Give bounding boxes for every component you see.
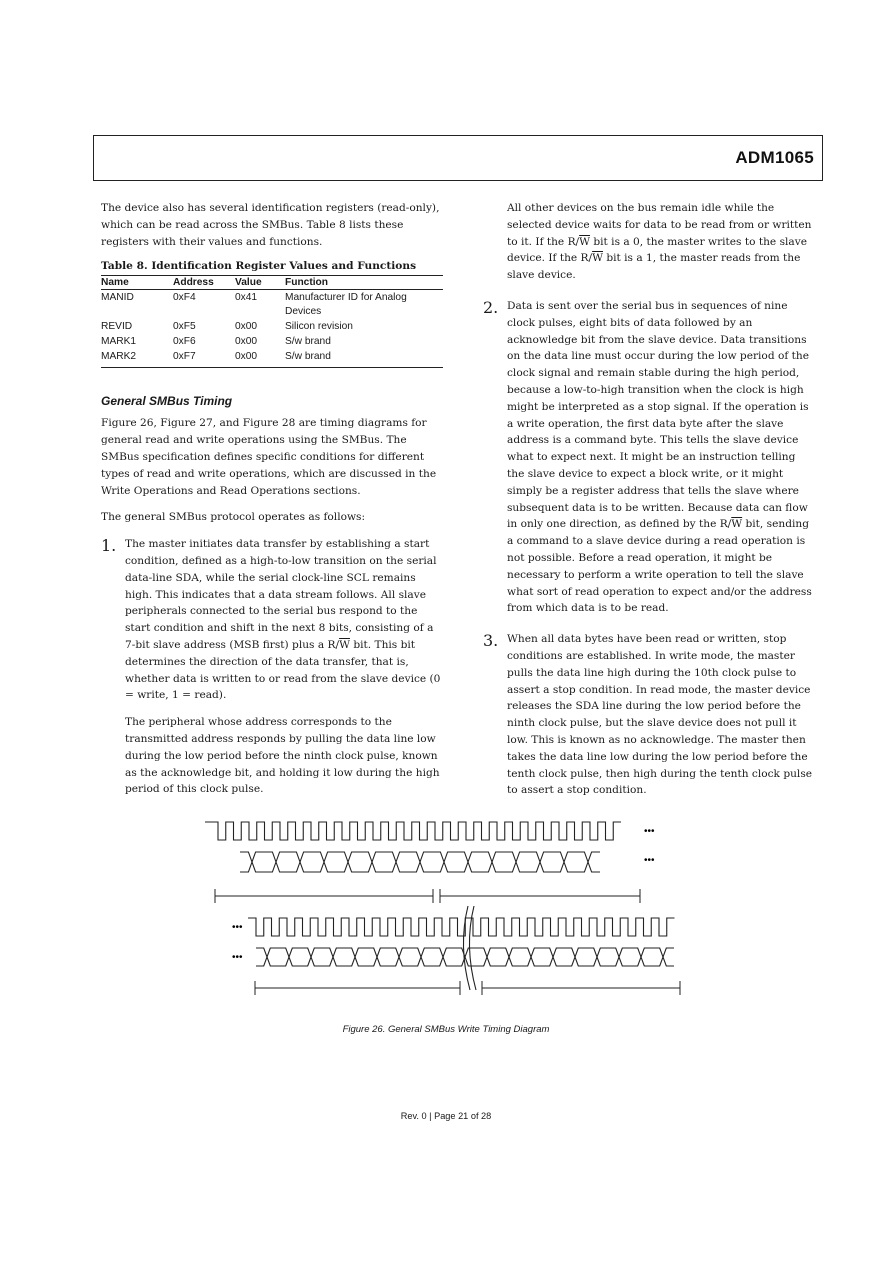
figure-caption: Figure 26. General SMBus Write Timing Diagram xyxy=(342,1024,550,1035)
list-item-text xyxy=(507,298,815,617)
table-cell: MARK1 xyxy=(101,336,137,348)
table-cell: 0xF4 xyxy=(173,292,196,304)
table-header-row xyxy=(101,276,443,290)
write-bar: $\overline{W}$ xyxy=(579,235,591,248)
list-number: 1. xyxy=(101,536,117,556)
continuation-text xyxy=(507,200,815,284)
text-span: bit is a 1, the master reads from the slave device. xyxy=(507,252,801,282)
list-continuation xyxy=(483,200,815,284)
right-column xyxy=(483,200,815,799)
table-row xyxy=(101,319,443,334)
timing-diagram xyxy=(200,818,700,1018)
write-bar: $\overline{W}$ xyxy=(339,638,350,651)
column-header: Name xyxy=(101,276,173,290)
list-item xyxy=(483,298,815,617)
table-row xyxy=(101,334,443,349)
table-cell: Manufacturer ID for Analog Devices xyxy=(285,292,407,318)
table-cell: 0xF5 xyxy=(173,321,196,333)
text-span: Data is sent over the serial bus in sequences of nine clock pulses, eight bits of data followed by an acknowledge bit from the slave device. Data transitions on the data line must occur during the low period of the clock signal and remain stable during the high period, because a low-to-high transition when the clock is high might be interpreted as a stop signal. If the operation is a write operation, the first data byte after the slave address is a command byte. This tells the slave device what to expect next. It might be an instruction telling the slave device to expect a block write, or it might simply be a register address that tells the slave where subsequent data is to be written. Because data can flow in only one direction, as defined by the R/ xyxy=(507,299,809,531)
write-bar: $\overline{W}$ xyxy=(592,252,603,265)
scl-wave xyxy=(248,918,675,936)
table-cell: MANID xyxy=(101,292,134,304)
table-cell: 0x41 xyxy=(235,292,258,304)
sda-waveform-top xyxy=(240,852,600,872)
scl-wave xyxy=(205,822,621,840)
column-header: Value xyxy=(235,276,285,290)
section-heading: General SMBus Timing xyxy=(101,394,233,409)
page-footer: Rev. 0 | Page 21 of 28 xyxy=(400,1111,492,1121)
table-cell: 0xF6 xyxy=(173,336,196,348)
table-cell: REVID xyxy=(101,321,133,333)
continuation-dots: ••• xyxy=(232,922,243,933)
table-cell: S/w brand xyxy=(285,336,331,348)
text-span: bit, sending a command to a slave device during a read operation is not possible. Before a read operation, it might be necessary to perform a write operation to tell the slave what sort of read operation to expect and/or the address from which data is to be read. xyxy=(507,518,812,615)
text-span: All other devices on the bus remain idle while the selected device waits for data to be read from or written to it. If the R/ xyxy=(507,202,812,248)
continuation-dots: ••• xyxy=(644,826,655,837)
list-item-text: When all data bytes have been read or written, stop conditions are established. In write mode, the master pulls the data line high during the 10th clock pulse to assert a stop condition. In read mode, the master device releases the SDA line during the low period before the ninth clock pulse, but the slave device does not pull it low. This is known as no acknowledge. The master then takes the data line low during the low period before the tenth clock pulse, then high during the tenth clock pulse to assert a stop condition. xyxy=(507,633,813,797)
table-cell: 0x00 xyxy=(235,321,258,333)
list-number: 2. xyxy=(483,297,499,317)
table-cell: 0x00 xyxy=(235,336,258,348)
table-caption: Table 8. Identification Register Values and Functions xyxy=(101,260,417,273)
page-header xyxy=(93,135,823,181)
list-item-text xyxy=(125,536,441,704)
scl-waveform-bottom xyxy=(248,918,675,936)
sda-wave xyxy=(240,852,600,872)
protocol-intro: The general SMBus protocol operates as follows: xyxy=(101,511,366,524)
left-column xyxy=(101,200,441,798)
continuation-dots: ••• xyxy=(232,952,243,963)
timing-arrows-bottom xyxy=(255,981,680,995)
column-header: Address xyxy=(173,276,235,290)
part-number-title: ADM1065 xyxy=(735,148,814,167)
list-number: 3. xyxy=(483,631,499,651)
timing-arrows-top xyxy=(215,889,640,903)
text-span: The master initiates data transfer by establishing a start condition, defined as a high-to-low transition on the serial data-line SDA, while the serial clock-line SCL remains high. This indicates that a data stream follows. All slave peripherals connected to the serial bus respond to the start condition and shift in the next 8 bits, consisting of a 7-bit slave address (MSB first) plus a R/ xyxy=(125,538,437,651)
table-cell: MARK2 xyxy=(101,349,173,368)
register-table xyxy=(101,275,443,368)
timing-paragraph: Figure 26, Figure 27, and Figure 28 are timing diagrams for general read and write operations using the SMBus. The SMBus specification defines specific conditions for different types of read and write operations, which are discussed in the Write Operations and Read Operations sections. xyxy=(101,417,437,497)
text-span: bit is a 0, the master writes to the slave device. If the R/ xyxy=(507,235,807,265)
scl-waveform-top xyxy=(205,822,621,840)
column-header: Function xyxy=(285,276,443,290)
list-item xyxy=(101,536,441,798)
continuation-dots: ••• xyxy=(644,855,655,866)
table-cell: 0x00 xyxy=(235,349,285,368)
table-cell: 0xF7 xyxy=(173,349,235,368)
table-cell: Silicon revision xyxy=(285,321,353,333)
intro-paragraph: The device also has several identification registers (read-only), which can be read across the SMBus. Table 8 lists these registers with their values and functions. xyxy=(101,202,440,248)
list-item xyxy=(483,631,815,799)
list-item-text: The peripheral whose address corresponds to the transmitted address responds by pulling the data line low during the low period before the ninth clock pulse, known as the acknowledge bit, and holding it low during the high period of this clock pulse. xyxy=(125,716,440,796)
table-cell: S/w brand xyxy=(285,349,443,368)
write-bar: $\overline{W}$ xyxy=(731,518,743,531)
table-row xyxy=(101,349,443,368)
table-row xyxy=(101,290,443,320)
text-span: bit. This bit determines the direction of the data transfer, that is, whether data is written to or read from the slave device (0 = write, 1 = read). xyxy=(125,638,441,702)
